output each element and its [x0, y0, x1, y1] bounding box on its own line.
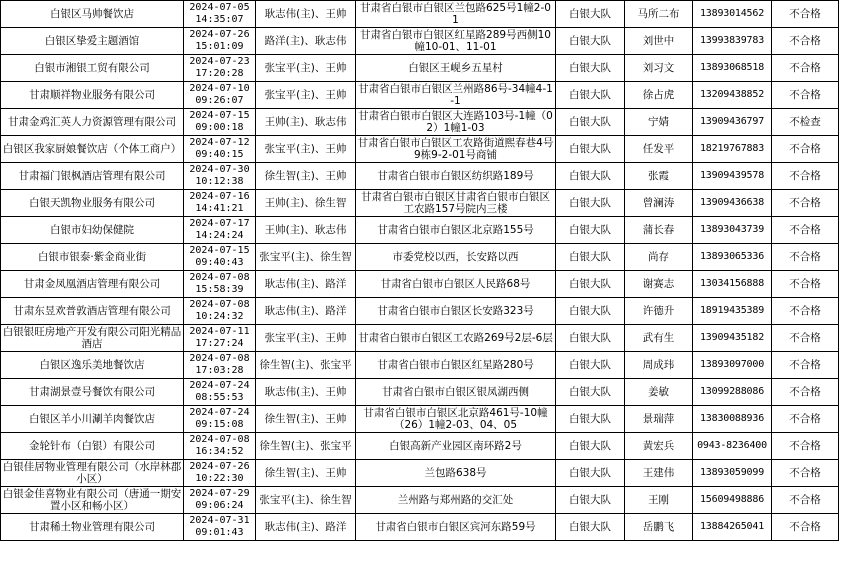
inspection-time-cell: 2024-07-26 10:22:30	[184, 460, 256, 487]
team-cell: 白银大队	[556, 217, 625, 244]
phone-cell: 13209438852	[693, 82, 772, 109]
unit-name-cell: 白银市银泰·紫金商业街	[1, 244, 184, 271]
inspection-time-cell: 2024-07-15 09:00:18	[184, 109, 256, 136]
result-cell: 不合格	[772, 136, 839, 163]
contact-person-cell: 曾澜涛	[625, 190, 693, 217]
phone-cell: 13884265041	[693, 514, 772, 541]
unit-name-cell: 甘肃福门银枫酒店管理有限公司	[1, 163, 184, 190]
phone-cell: 18219767883	[693, 136, 772, 163]
team-cell: 白银大队	[556, 298, 625, 325]
inspection-time-cell: 2024-07-17 14:24:24	[184, 217, 256, 244]
phone-cell: 15609498886	[693, 487, 772, 514]
result-cell: 不合格	[772, 514, 839, 541]
address-cell: 甘肃省白银市白银区宾河东路59号	[356, 514, 556, 541]
inspection-time-cell: 2024-07-08 17:03:28	[184, 352, 256, 379]
phone-cell: 13893065336	[693, 244, 772, 271]
result-cell: 不合格	[772, 352, 839, 379]
contact-person-cell: 尚存	[625, 244, 693, 271]
result-cell: 不合格	[772, 433, 839, 460]
inspection-time-cell: 2024-07-08 16:34:52	[184, 433, 256, 460]
team-cell: 白银大队	[556, 55, 625, 82]
team-cell: 白银大队	[556, 82, 625, 109]
phone-cell: 13909436797	[693, 109, 772, 136]
table-row	[1, 136, 839, 163]
unit-name-cell: 甘肃稀土物业管理有限公司	[1, 514, 184, 541]
contact-person-cell: 王刚	[625, 487, 693, 514]
team-cell: 白银大队	[556, 433, 625, 460]
result-cell: 不合格	[772, 217, 839, 244]
inspection-time-cell: 2024-07-15 09:40:43	[184, 244, 256, 271]
table-row	[1, 244, 839, 271]
address-cell: 甘肃省白银市白银区大连路103号-1幢（02）1幢1-03	[356, 109, 556, 136]
contact-person-cell: 徐占虎	[625, 82, 693, 109]
inspectors-cell: 徐生智(主)、王帅	[256, 460, 356, 487]
table-row	[1, 433, 839, 460]
result-cell: 不检查	[772, 109, 839, 136]
inspection-time-cell: 2024-07-10 09:26:07	[184, 82, 256, 109]
inspectors-cell: 王帅(主)、耿志伟	[256, 217, 356, 244]
unit-name-cell: 白银区我家厨娘餐饮店（个体工商户）	[1, 136, 184, 163]
inspectors-cell: 徐生智(主)、王帅	[256, 406, 356, 433]
contact-person-cell: 岳鹏飞	[625, 514, 693, 541]
contact-person-cell: 马所二布	[625, 1, 693, 28]
team-cell: 白银大队	[556, 163, 625, 190]
team-cell: 白银大队	[556, 190, 625, 217]
contact-person-cell: 任发平	[625, 136, 693, 163]
result-cell: 不合格	[772, 55, 839, 82]
contact-person-cell: 黄宏兵	[625, 433, 693, 460]
address-cell: 甘肃省白银市白银区兰包路625号1幢2-01	[356, 1, 556, 28]
phone-cell: 13099288086	[693, 379, 772, 406]
result-cell: 不合格	[772, 487, 839, 514]
unit-name-cell: 白银市妇幼保健院	[1, 217, 184, 244]
result-cell: 不合格	[772, 190, 839, 217]
table-row	[1, 352, 839, 379]
inspection-time-cell: 2024-07-29 09:06:24	[184, 487, 256, 514]
team-cell: 白银大队	[556, 244, 625, 271]
inspectors-cell: 徐生智(主)、张宝平	[256, 352, 356, 379]
phone-cell: 13893068518	[693, 55, 772, 82]
team-cell: 白银大队	[556, 28, 625, 55]
team-cell: 白银大队	[556, 1, 625, 28]
address-cell: 市委党校以西，长安路以西	[356, 244, 556, 271]
address-cell: 甘肃省白银市白银区银凤湖西侧	[356, 379, 556, 406]
inspection-time-cell: 2024-07-30 10:12:38	[184, 163, 256, 190]
table-row	[1, 271, 839, 298]
table-row	[1, 109, 839, 136]
inspection-time-cell: 2024-07-05 14:35:07	[184, 1, 256, 28]
table-row	[1, 460, 839, 487]
result-cell: 不合格	[772, 379, 839, 406]
inspection-time-cell: 2024-07-24 08:55:53	[184, 379, 256, 406]
phone-cell: 13909435182	[693, 325, 772, 352]
team-cell: 白银大队	[556, 136, 625, 163]
address-cell: 甘肃省白银市白银区北京路461号-10幢（26）1幢2-03、04、05	[356, 406, 556, 433]
unit-name-cell: 甘肃顺祥物业服务有限公司	[1, 82, 184, 109]
inspection-time-cell: 2024-07-31 09:01:43	[184, 514, 256, 541]
phone-cell: 13893014562	[693, 1, 772, 28]
unit-name-cell: 白银区挚爱主题酒馆	[1, 28, 184, 55]
contact-person-cell: 刘习文	[625, 55, 693, 82]
contact-person-cell: 许德升	[625, 298, 693, 325]
table-row	[1, 406, 839, 433]
table-body	[1, 1, 839, 541]
inspection-time-cell: 2024-07-08 15:58:39	[184, 271, 256, 298]
result-cell: 不合格	[772, 325, 839, 352]
inspectors-cell: 张宝平(主)、王帅	[256, 136, 356, 163]
address-cell: 甘肃省白银市白银区长安路323号	[356, 298, 556, 325]
inspection-time-cell: 2024-07-11 17:27:24	[184, 325, 256, 352]
result-cell: 不合格	[772, 460, 839, 487]
team-cell: 白银大队	[556, 460, 625, 487]
address-cell: 甘肃省白银市白银区人民路68号	[356, 271, 556, 298]
table-row	[1, 55, 839, 82]
unit-name-cell: 白银金佳喜物业有限公司（唐通一期安置小区和畅小区）	[1, 487, 184, 514]
unit-name-cell: 白银市湘银工贸有限公司	[1, 55, 184, 82]
inspection-time-cell: 2024-07-26 15:01:09	[184, 28, 256, 55]
result-cell: 不合格	[772, 244, 839, 271]
address-cell: 甘肃省白银市白银区甘肃省白银市白银区工农路157号院内三楼	[356, 190, 556, 217]
contact-person-cell: 景瑞萍	[625, 406, 693, 433]
contact-person-cell: 周成玮	[625, 352, 693, 379]
phone-cell: 13893097000	[693, 352, 772, 379]
team-cell: 白银大队	[556, 514, 625, 541]
table-row	[1, 487, 839, 514]
inspection-time-cell: 2024-07-16 14:41:21	[184, 190, 256, 217]
unit-name-cell: 白银区马帅餐饮店	[1, 1, 184, 28]
inspectors-cell: 王帅(主)、耿志伟	[256, 109, 356, 136]
result-cell: 不合格	[772, 28, 839, 55]
address-cell: 甘肃省白银市白银区红星路289号西侧10幢10-01、11-01	[356, 28, 556, 55]
result-cell: 不合格	[772, 298, 839, 325]
team-cell: 白银大队	[556, 271, 625, 298]
table-row	[1, 514, 839, 541]
contact-person-cell: 刘世中	[625, 28, 693, 55]
phone-cell: 13909439578	[693, 163, 772, 190]
unit-name-cell: 甘肃金凤凰酒店管理有限公司	[1, 271, 184, 298]
address-cell: 白银区王岘乡五星村	[356, 55, 556, 82]
phone-cell: 13893043739	[693, 217, 772, 244]
table-row	[1, 379, 839, 406]
inspection-time-cell: 2024-07-23 17:20:28	[184, 55, 256, 82]
unit-name-cell: 白银天凯物业服务有限公司	[1, 190, 184, 217]
team-cell: 白银大队	[556, 325, 625, 352]
inspection-time-cell: 2024-07-08 10:24:32	[184, 298, 256, 325]
table-row	[1, 28, 839, 55]
unit-name-cell: 甘肃金鸡汇英人力资源管理有限公司	[1, 109, 184, 136]
phone-cell: 0943-8236400	[693, 433, 772, 460]
address-cell: 甘肃省白银市白银区纺织路189号	[356, 163, 556, 190]
table-row	[1, 325, 839, 352]
team-cell: 白银大队	[556, 379, 625, 406]
inspection-time-cell: 2024-07-12 09:40:15	[184, 136, 256, 163]
unit-name-cell: 甘肃湖景壹号餐饮有限公司	[1, 379, 184, 406]
phone-cell: 13893059099	[693, 460, 772, 487]
address-cell: 甘肃省白银市白银区工农路269号2层-6层	[356, 325, 556, 352]
address-cell: 白银高新产业园区南环路2号	[356, 433, 556, 460]
table-row	[1, 1, 839, 28]
contact-person-cell: 宁婧	[625, 109, 693, 136]
result-cell: 不合格	[772, 271, 839, 298]
phone-cell: 13993839783	[693, 28, 772, 55]
table-row	[1, 190, 839, 217]
contact-person-cell: 谢赛志	[625, 271, 693, 298]
inspectors-cell: 张宝平(主)、王帅	[256, 55, 356, 82]
contact-person-cell: 武有生	[625, 325, 693, 352]
inspectors-cell: 王帅(主)、徐生智	[256, 190, 356, 217]
inspectors-cell: 耿志伟(主)、王帅	[256, 1, 356, 28]
phone-cell: 13909436638	[693, 190, 772, 217]
inspectors-cell: 耿志伟(主)、路洋	[256, 514, 356, 541]
team-cell: 白银大队	[556, 109, 625, 136]
unit-name-cell: 白银区羊小川涮羊肉餐饮店	[1, 406, 184, 433]
result-cell: 不合格	[772, 82, 839, 109]
inspectors-cell: 张宝平(主)、徐生智	[256, 244, 356, 271]
address-cell: 甘肃省白银市白银区红星路280号	[356, 352, 556, 379]
address-cell: 兰包路638号	[356, 460, 556, 487]
team-cell: 白银大队	[556, 487, 625, 514]
address-cell: 甘肃省白银市白银区兰州路86号-34幢4-1-1	[356, 82, 556, 109]
table-row	[1, 217, 839, 244]
address-cell: 甘肃省白银市白银区北京路155号	[356, 217, 556, 244]
inspectors-cell: 张宝平(主)、徐生智	[256, 487, 356, 514]
address-cell: 兰州路与郑州路的交汇处	[356, 487, 556, 514]
inspectors-cell: 徐生智(主)、王帅	[256, 163, 356, 190]
team-cell: 白银大队	[556, 352, 625, 379]
inspectors-cell: 耿志伟(主)、路洋	[256, 271, 356, 298]
address-cell: 甘肃省白银市白银区工农路街道熙春巷4号9栋9-2-01号商铺	[356, 136, 556, 163]
contact-person-cell: 蒲长春	[625, 217, 693, 244]
team-cell: 白银大队	[556, 406, 625, 433]
unit-name-cell: 白银区逸乐美地餐饮店	[1, 352, 184, 379]
phone-cell: 13830088936	[693, 406, 772, 433]
result-cell: 不合格	[772, 163, 839, 190]
table-row	[1, 298, 839, 325]
table-row	[1, 163, 839, 190]
inspectors-cell: 路洋(主)、耿志伟	[256, 28, 356, 55]
unit-name-cell: 白银佳居物业管理有限公司（水岸林郡小区）	[1, 460, 184, 487]
inspectors-cell: 张宝平(主)、王帅	[256, 325, 356, 352]
table-row	[1, 82, 839, 109]
result-cell: 不合格	[772, 1, 839, 28]
inspectors-cell: 徐生智(主)、张宝平	[256, 433, 356, 460]
contact-person-cell: 张霞	[625, 163, 693, 190]
inspectors-cell: 张宝平(主)、王帅	[256, 82, 356, 109]
result-cell: 不合格	[772, 406, 839, 433]
unit-name-cell: 白银银旺房地产开发有限公司阳光精品酒店	[1, 325, 184, 352]
inspectors-cell: 耿志伟(主)、路洋	[256, 298, 356, 325]
contact-person-cell: 姜敏	[625, 379, 693, 406]
unit-name-cell: 金轮针布（白银）有限公司	[1, 433, 184, 460]
unit-name-cell: 甘肃东昱欢普敦酒店管理有限公司	[1, 298, 184, 325]
inspectors-cell: 耿志伟(主)、王帅	[256, 379, 356, 406]
phone-cell: 18919435389	[693, 298, 772, 325]
phone-cell: 13034156888	[693, 271, 772, 298]
contact-person-cell: 王建伟	[625, 460, 693, 487]
inspection-time-cell: 2024-07-24 09:15:08	[184, 406, 256, 433]
